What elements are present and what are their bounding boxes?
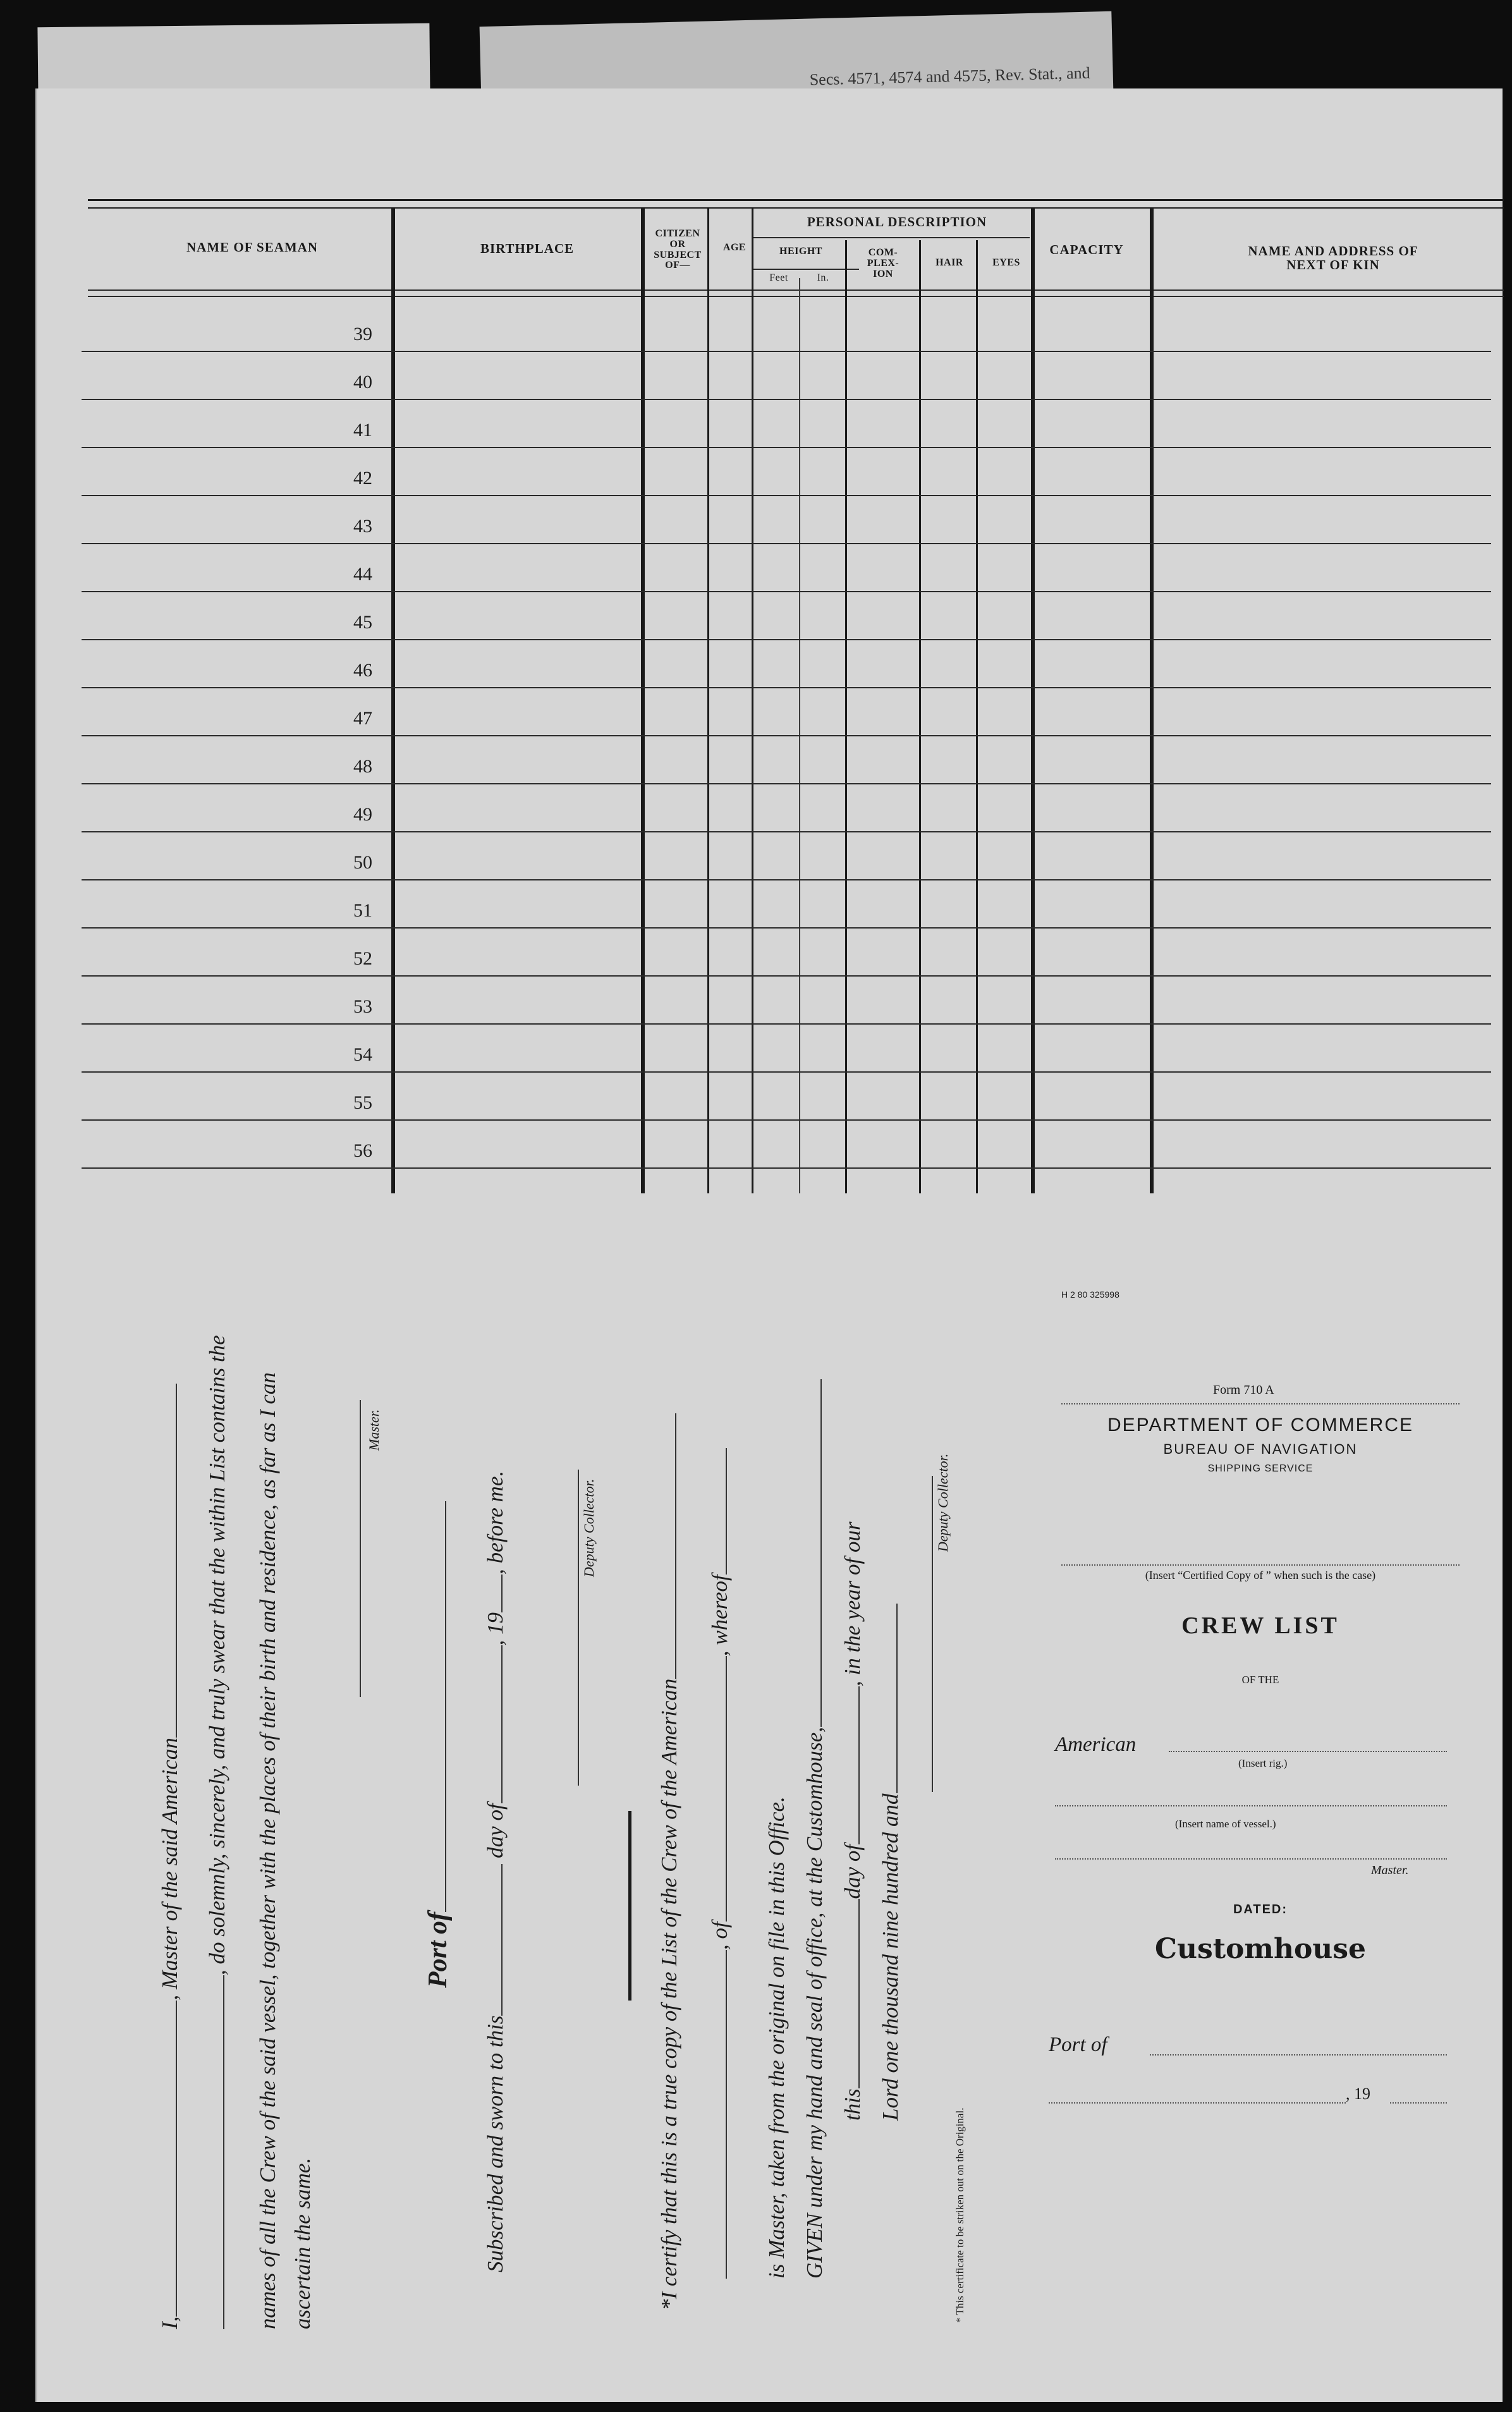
birthplace-column-rule bbox=[391, 209, 395, 1193]
table-row-rule bbox=[82, 975, 1491, 977]
citizen-column-rule bbox=[641, 209, 645, 1193]
personal-description-rule bbox=[752, 237, 1030, 238]
form-master-label: Master. bbox=[1371, 1863, 1409, 1877]
header-birthplace: BIRTHPLACE bbox=[480, 241, 575, 256]
center-divider bbox=[628, 1811, 631, 2001]
oath-line-3: names of all the Crew of the said vessel, together with the places of their birth and residence, as far as I can bbox=[255, 1372, 280, 2329]
row-number: 54 bbox=[353, 1044, 372, 1065]
table-row-rule bbox=[82, 927, 1491, 929]
header-feet: Feet bbox=[769, 272, 788, 283]
year-line bbox=[1390, 2102, 1447, 2104]
oath-and-certificate bbox=[157, 1335, 966, 2329]
table-row-rule bbox=[82, 783, 1491, 784]
table-top-rule-2 bbox=[88, 207, 1504, 209]
vessel-name-line bbox=[1055, 1805, 1447, 1806]
oath-line-1: I,, Master of the said American bbox=[157, 1384, 183, 2329]
row-number: 44 bbox=[353, 564, 372, 585]
table-row-rule bbox=[82, 687, 1491, 688]
table-row-rule bbox=[82, 1023, 1491, 1025]
height-column-rule bbox=[752, 209, 753, 1193]
master-signature-line bbox=[360, 1400, 361, 1697]
table-row-rule bbox=[82, 639, 1491, 640]
row-number: 47 bbox=[353, 708, 372, 729]
bureau-name: BUREAU OF NAVIGATION bbox=[1163, 1441, 1358, 1457]
table-row-rule bbox=[82, 735, 1491, 736]
port-of-label: Port of bbox=[1049, 2033, 1107, 2056]
insert-rig-note: (Insert rig.) bbox=[1238, 1757, 1288, 1769]
header-bottom-rule bbox=[88, 289, 1504, 291]
form-number: Form 710 A bbox=[1213, 1383, 1274, 1397]
rig-line bbox=[1169, 1751, 1447, 1752]
header-citizen: CITIZEN OR SUBJECT OF— bbox=[654, 228, 702, 271]
inches-column-rule bbox=[845, 240, 847, 1193]
table-row-rule bbox=[82, 1167, 1491, 1169]
header-next-of-kin: NAME AND ADDRESS OF NEXT OF KIN bbox=[1248, 243, 1418, 273]
hair-column-rule bbox=[976, 240, 978, 1193]
table-top-rule bbox=[88, 199, 1504, 201]
row-number: 41 bbox=[353, 420, 372, 441]
crew-list-page bbox=[35, 88, 1503, 2402]
row-number: 48 bbox=[353, 756, 372, 777]
customhouse-title: Customhouse bbox=[1154, 1933, 1367, 1965]
row-number: 40 bbox=[353, 372, 372, 393]
height-rule bbox=[752, 269, 859, 270]
print-code: H 2 80 325998 bbox=[1061, 1289, 1119, 1300]
oath-subscribed: Subscribed and sworn to this day of, 19, before me. bbox=[483, 1470, 508, 2272]
oath-port-of: Port of bbox=[423, 1501, 453, 1988]
master-label: Master. bbox=[366, 1409, 382, 1451]
table-row-rule bbox=[82, 1071, 1491, 1073]
date-line bbox=[1049, 2102, 1346, 2104]
american-label: American bbox=[1055, 1733, 1137, 1756]
table-row-rule bbox=[82, 447, 1491, 448]
crew-list-title: CREW LIST bbox=[1181, 1612, 1339, 1639]
row-number: 51 bbox=[353, 900, 372, 921]
certificate-line-2: , of, whereof bbox=[707, 1448, 733, 2279]
row-number: 55 bbox=[353, 1092, 372, 1113]
dated-label: DATED: bbox=[1233, 1903, 1288, 1916]
certificate-line-5: thisday of, in the year of our bbox=[840, 1521, 865, 2121]
deputy-signature-line-1 bbox=[578, 1470, 579, 1786]
row-number: 50 bbox=[353, 852, 372, 873]
insert-vessel-note: (Insert name of vessel.) bbox=[1175, 1818, 1276, 1830]
certificate-line-4: GIVEN under my hand and seal of office, at the Customhouse, bbox=[802, 1379, 827, 2279]
header-complexion: COM- PLEX- ION bbox=[867, 247, 899, 279]
row-number: 46 bbox=[353, 660, 372, 681]
header-personal-description: PERSONAL DESCRIPTION bbox=[807, 214, 987, 229]
header-age: AGE bbox=[722, 242, 747, 253]
of-the-label: OF THE bbox=[1241, 1674, 1279, 1686]
oath-deputy-collector: Deputy Collector. bbox=[581, 1478, 597, 1577]
header-inches: In. bbox=[817, 272, 829, 283]
table-row-rule bbox=[82, 543, 1491, 544]
table-row-rule bbox=[82, 1119, 1491, 1121]
certificate-footnote: * This certificate to be striken out on the Original. bbox=[954, 2107, 966, 2323]
age-column-rule bbox=[707, 209, 709, 1193]
table-row-rule bbox=[82, 495, 1491, 496]
header-height: HEIGHT bbox=[779, 246, 822, 257]
port-line bbox=[1150, 2054, 1447, 2056]
row-number: 49 bbox=[353, 804, 372, 825]
header-bottom-rule-2 bbox=[88, 296, 1504, 297]
master-name-line bbox=[1055, 1858, 1447, 1860]
department-name: DEPARTMENT OF COMMERCE bbox=[1107, 1415, 1414, 1435]
row-number: 53 bbox=[353, 996, 372, 1017]
certificate-deputy-collector: Deputy Collector. bbox=[935, 1453, 951, 1552]
capacity-column-rule bbox=[1150, 209, 1154, 1193]
oath-line-4: ascertain the same. bbox=[290, 2157, 315, 2329]
row-number: 39 bbox=[353, 324, 372, 344]
insert-certified-note: (Insert “Certified Copy of ” when such is the case) bbox=[1145, 1569, 1376, 1581]
header-capacity: CAPACITY bbox=[1049, 242, 1124, 257]
header-hair: HAIR bbox=[936, 257, 963, 268]
header-eyes: EYES bbox=[992, 257, 1020, 268]
form-top-dotted-line bbox=[1061, 1403, 1460, 1404]
row-number: 45 bbox=[353, 612, 372, 633]
certificate-line-3: is Master, taken from the original on file in this Office. bbox=[764, 1796, 789, 2279]
table-row-rule bbox=[82, 399, 1491, 400]
row-number: 56 bbox=[353, 1140, 372, 1161]
row-number: 42 bbox=[353, 468, 372, 489]
certified-copy-line bbox=[1061, 1564, 1460, 1566]
certificate-line-1: *I certify that this is a true copy of the List of the Crew of the American bbox=[657, 1413, 682, 2310]
table-row-rule bbox=[82, 831, 1491, 832]
eyes-column-rule bbox=[1031, 209, 1035, 1193]
oath-line-2: , do solemnly, sincerely, and truly swear that the within List contains the bbox=[205, 1335, 230, 2329]
service-name: SHIPPING SERVICE bbox=[1207, 1463, 1314, 1474]
table-row-rule bbox=[82, 591, 1491, 592]
complexion-column-rule bbox=[919, 240, 921, 1193]
row-number: 43 bbox=[353, 516, 372, 537]
table-row-rule bbox=[82, 351, 1491, 352]
header-stub-text: Secs. 4571, 4574 and 4575, Rev. Stat., and bbox=[809, 63, 1090, 89]
certificate-line-6: Lord one thousand nine hundred and bbox=[878, 1604, 903, 2121]
date-year-label: , 19 bbox=[1346, 2085, 1370, 2103]
table-row-rule bbox=[82, 879, 1491, 880]
header-name-of-seaman: NAME OF SEAMAN bbox=[186, 240, 319, 255]
deputy-signature-line-2 bbox=[932, 1476, 933, 1792]
row-number: 52 bbox=[353, 948, 372, 969]
